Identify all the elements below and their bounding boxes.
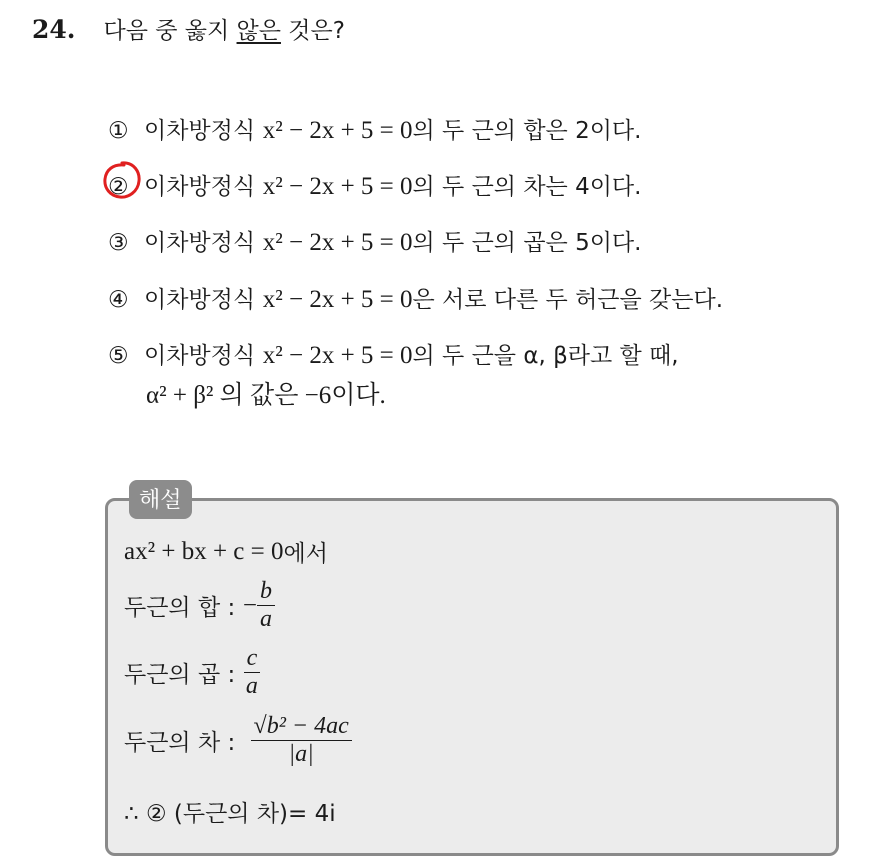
choice-prefix: 이차방정식 [144,174,256,200]
choice-equation: x² − 2x + 5 = 0 [262,173,413,200]
sum-denominator: a [260,606,272,632]
choice-marker: ⑤ [108,343,129,369]
choice-equation: x² − 2x + 5 = 0 [262,286,413,313]
product-fraction [243,645,261,700]
question-text-before: 다음 중 옳지 [103,18,237,44]
difference-denominator: |a| [288,741,314,767]
explanation-line-equation [124,535,328,568]
explanation-equation: ax² + bx + c = 0 [124,537,284,565]
choice-equation: x² − 2x + 5 = 0 [262,117,413,144]
choice-suffix: 의 두 근의 합은 2이다. [412,118,642,144]
choice-3[interactable] [108,224,641,257]
choice-suffix: 의 두 근의 차는 4이다. [412,174,642,200]
choice-prefix: 이차방정식 [144,343,256,369]
sum-numerator: b [257,578,275,606]
explanation-line-difference [124,713,352,768]
question-number: 24. [32,15,76,44]
difference-label: 두근의 차 : [124,730,236,756]
conclusion-text: ∴ ② (두근의 차)= 4i [124,801,336,827]
choice-marker: ④ [108,287,129,313]
choice-suffix: 의 두 근을 α, β라고 할 때, [412,343,679,369]
choice-marker: ③ [108,230,129,256]
choice-2[interactable] [108,168,641,201]
choice-marker: ② [108,174,129,200]
choice-prefix: 이차방정식 [144,230,256,256]
product-label: 두근의 곱 : [124,662,236,688]
product-numerator: c [244,645,261,673]
choice-5[interactable] [108,337,679,370]
explanation-line-sum [124,578,275,633]
choice-equation: x² − 2x + 5 = 0 [262,342,413,369]
explanation-line-product [124,645,261,700]
choice-5-line2 [146,375,386,411]
choice-5-continuation: α² + β² 의 값은 −6이다. [146,382,386,409]
choice-prefix: 이차방정식 [144,287,256,313]
question-text-after: 것은? [280,18,345,44]
choice-prefix: 이차방정식 [144,118,256,144]
choice-suffix: 은 서로 다른 두 허근을 갖는다. [412,287,724,313]
choice-1[interactable] [108,112,641,145]
choice-suffix: 의 두 근의 곱은 5이다. [412,230,642,256]
difference-fraction [251,713,352,768]
sum-fraction [257,578,275,633]
choice-equation: x² − 2x + 5 = 0 [262,229,413,256]
sum-label: 두근의 합 : [124,595,236,621]
choice-4[interactable] [108,281,723,314]
explanation-conclusion [124,795,336,828]
sum-sign: − [242,591,257,619]
question-text [104,12,345,45]
choice-marker: ① [108,118,129,144]
difference-numerator: √b² − 4ac [251,713,352,741]
question-header [32,12,345,45]
answer-circle-mark [101,159,143,201]
explanation-tag: 해설 [129,480,192,519]
product-denominator: a [245,673,258,699]
question-text-underlined: 않은 [236,18,281,44]
explanation-equation-suffix: 에서 [283,541,328,567]
